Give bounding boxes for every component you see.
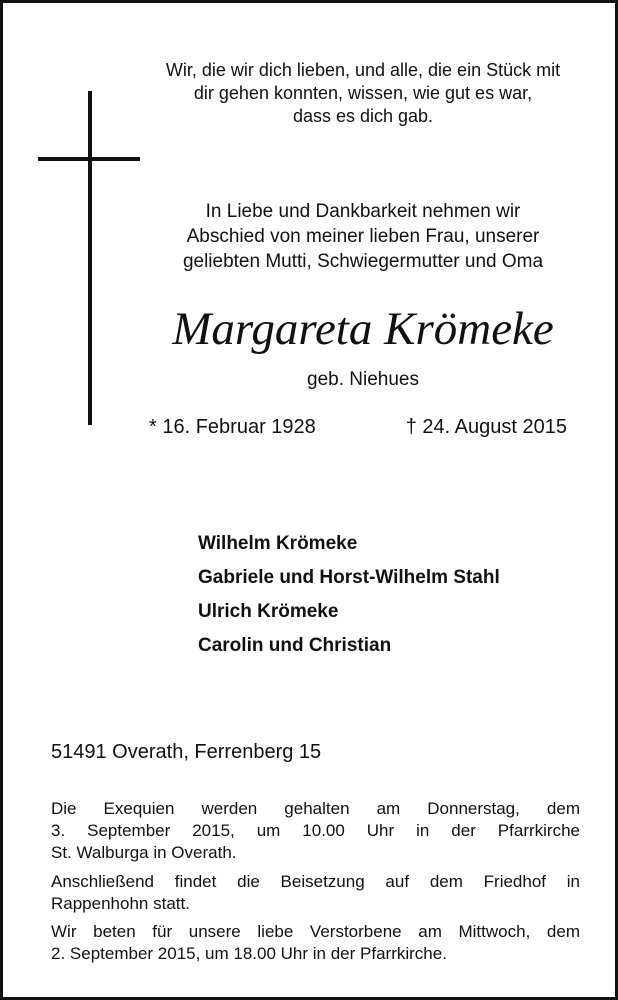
death-date: † 24. August 2015: [405, 416, 567, 438]
mourners-list: [198, 531, 500, 667]
burial-line: Rappenhohn statt.: [51, 894, 190, 913]
family-address: 51491 Overath, Ferrenberg 15: [51, 741, 322, 763]
prayer-paragraph: [51, 921, 580, 965]
cross-icon-crossbar: [38, 157, 140, 161]
prayer-line: 2. September 2015, um 18.00 Uhr in der Pfarrkirche.: [51, 944, 447, 963]
burial-line: Anschließend findet die Beisetzung auf dem Friedhof in: [51, 872, 580, 891]
intro-line: geliebten Mutti, Schwiegermutter und Oma: [182, 251, 544, 272]
maiden-name: geb. Niehues: [307, 369, 419, 390]
burial-paragraph: [51, 871, 580, 915]
cross-icon: [88, 91, 92, 425]
exequien-paragraph: [51, 798, 580, 864]
deceased-name: Margareta Krömeke: [172, 303, 554, 355]
exequien-line: Die Exequien werden gehalten am Donnerstag, dem: [51, 799, 580, 818]
memorial-quote: [143, 59, 583, 128]
mourner-name: Carolin und Christian: [198, 635, 392, 656]
exequien-line: St. Walburga in Overath.: [51, 843, 237, 862]
intro-line: Abschied von meiner lieben Frau, unserer: [186, 226, 540, 247]
mourner-name: Wilhelm Krömeke: [198, 533, 358, 554]
exequien-line: 3. September 2015, um 10.00 Uhr in der Pfarrkirche: [51, 821, 580, 840]
farewell-intro: [143, 199, 583, 274]
mourner-name: Ulrich Krömeke: [198, 601, 339, 622]
birth-date: * 16. Februar 1928: [149, 416, 316, 438]
mourner-name: Gabriele und Horst-Wilhelm Stahl: [198, 567, 500, 588]
intro-line: In Liebe und Dankbarkeit nehmen wir: [205, 201, 521, 222]
quote-line: dass es dich gab.: [292, 106, 434, 126]
quote-line: Wir, die wir dich lieben, und alle, die ein Stück mit: [165, 60, 561, 80]
prayer-line: Wir beten für unsere liebe Verstorbene am Mittwoch, dem: [51, 922, 580, 941]
quote-line: dir gehen konnten, wissen, wie gut es war,: [193, 83, 533, 103]
